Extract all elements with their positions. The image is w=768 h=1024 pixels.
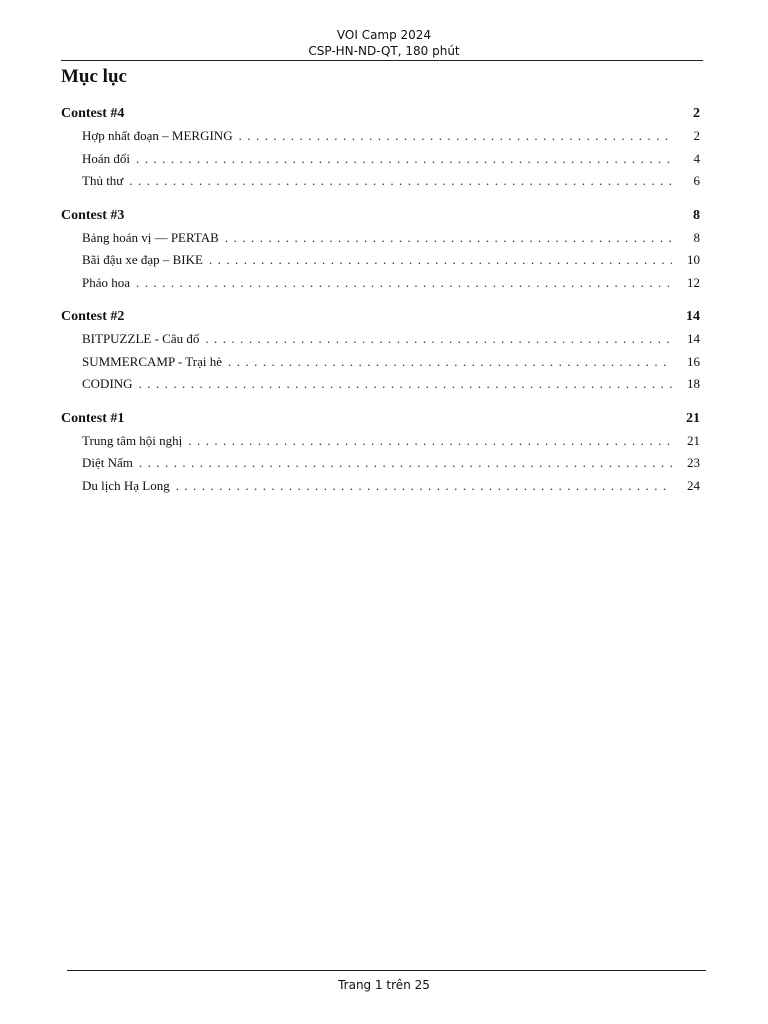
header-event-name: VOI Camp 2024 — [336, 28, 432, 42]
toc-section-heading[interactable] — [61, 103, 700, 125]
toc-section — [61, 306, 700, 396]
toc-entry-page: 8 — [693, 229, 700, 245]
toc-section-heading[interactable] — [61, 205, 700, 227]
toc-entry-page: 14 — [687, 331, 700, 346]
toc-section-title: Contest #3 — [61, 207, 125, 223]
toc-entry-label: Du lịch Hạ Long — [82, 477, 170, 493]
toc-entry[interactable] — [61, 227, 700, 250]
toc-entry-page: 4 — [693, 150, 700, 166]
toc-entry[interactable] — [61, 452, 700, 475]
toc-entry-label: Bãi đậu xe đạp – BIKE — [82, 252, 203, 267]
toc-entry[interactable] — [61, 249, 700, 272]
toc-dot-leader — [209, 249, 672, 272]
toc-entry-page: 16 — [687, 353, 700, 369]
toc-entry[interactable] — [61, 148, 700, 171]
toc-entry-label: Trung tâm hội nghị — [82, 432, 183, 448]
toc-entry[interactable] — [61, 125, 700, 148]
toc-dot-leader — [139, 452, 672, 475]
toc-section-page: 8 — [693, 207, 700, 223]
toc-dot-leader — [139, 373, 672, 396]
toc-dot-leader — [228, 351, 672, 374]
header-contest-info: CSP-HN-ND-QT, 180 phút — [308, 44, 460, 58]
toc-entry-page: 6 — [693, 173, 700, 188]
toc-dot-leader — [129, 170, 672, 193]
toc-entry-page: 18 — [687, 376, 700, 391]
toc-entry-label: SUMMERCAMP - Trại hè — [82, 353, 223, 369]
toc-entry-page: 2 — [693, 128, 700, 143]
toc-entry-label: BITPUZZLE - Câu đố — [82, 331, 200, 346]
toc-dot-leader — [205, 328, 672, 351]
toc-section-title: Contest #2 — [61, 309, 125, 324]
header-divider — [61, 60, 703, 61]
toc-section — [61, 408, 700, 498]
toc-entry-page: 24 — [687, 477, 700, 493]
toc-entry[interactable] — [61, 430, 700, 453]
toc-section-page: 2 — [693, 106, 700, 121]
toc-dot-leader — [225, 227, 672, 250]
toc-title: Mục lục — [61, 66, 127, 87]
toc-entry[interactable] — [61, 272, 700, 295]
toc-entry[interactable] — [61, 475, 700, 498]
page-number: Trang 1 trên 25 — [338, 978, 430, 992]
toc-entry[interactable] — [61, 170, 700, 193]
table-of-contents — [61, 103, 700, 509]
toc-entry-page: 10 — [687, 252, 700, 267]
toc-section-heading[interactable] — [61, 306, 700, 328]
toc-dot-leader — [239, 125, 672, 148]
toc-section-title: Contest #1 — [61, 410, 125, 426]
toc-section-page: 21 — [686, 410, 700, 426]
toc-section-title: Contest #4 — [61, 106, 125, 121]
toc-section — [61, 205, 700, 295]
toc-dot-leader — [136, 272, 672, 295]
toc-entry[interactable] — [61, 328, 700, 351]
toc-entry-label: CODING — [82, 376, 133, 391]
toc-entry[interactable] — [61, 373, 700, 396]
toc-entry-label: Diệt Nấm — [82, 455, 133, 470]
toc-entry-page: 12 — [687, 274, 700, 290]
page-header — [0, 27, 768, 59]
toc-entry[interactable] — [61, 351, 700, 374]
footer-divider — [67, 970, 706, 971]
toc-entry-label: Pháo hoa — [82, 274, 131, 290]
toc-dot-leader — [188, 430, 672, 453]
toc-entry-label: Hợp nhất đoạn – MERGING — [82, 128, 233, 143]
toc-section — [61, 103, 700, 193]
toc-section-heading[interactable] — [61, 408, 700, 430]
toc-entry-label: Bảng hoán vị — PERTAB — [82, 229, 219, 245]
toc-dot-leader — [136, 148, 672, 171]
toc-entry-page: 23 — [687, 455, 700, 470]
toc-entry-label: Thủ thư — [82, 173, 124, 188]
toc-entry-page: 21 — [687, 432, 700, 448]
toc-entry-label: Hoán đổi — [82, 150, 131, 166]
toc-dot-leader — [176, 475, 672, 498]
toc-section-page: 14 — [686, 309, 700, 324]
